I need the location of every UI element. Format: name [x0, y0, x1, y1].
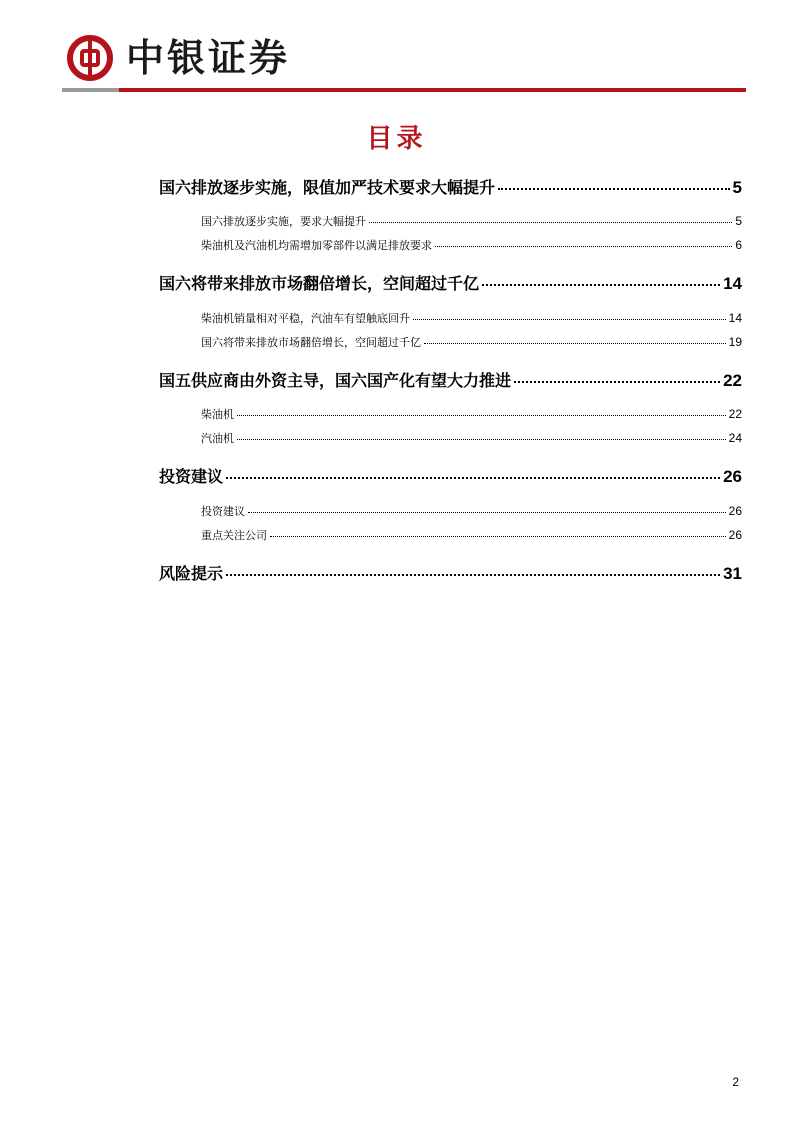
toc-subsection-title: 国六将带来排放市场翻倍增长，空间超过千亿: [201, 336, 421, 349]
toc-subsection-title: 重点关注公司: [201, 529, 267, 542]
toc-subsection-page: 26: [728, 528, 742, 542]
toc-section[interactable]: [159, 561, 742, 584]
toc-section-title: 国五供应商由外资主导，国六国产化有望大力推进: [159, 371, 512, 390]
toc-subsection-title: 柴油机: [201, 408, 234, 421]
toc-section[interactable]: [159, 175, 742, 198]
toc-subsection[interactable]: [159, 503, 742, 519]
brand-name: 中银证券: [126, 35, 291, 80]
toc-subsection-page: 5: [735, 214, 742, 228]
toc-subsection[interactable]: [159, 334, 742, 350]
toc-section[interactable]: [159, 368, 742, 391]
toc-subsection-title: 汽油机: [201, 432, 234, 445]
toc-subsection-page: 14: [728, 311, 742, 325]
dot-leader: [498, 188, 730, 190]
bank-of-china-logo-icon: [66, 34, 114, 82]
dot-leader: [413, 319, 726, 320]
toc-subsection[interactable]: [159, 527, 742, 543]
header-rule-grey: [62, 88, 119, 92]
toc-subsection-page: 19: [728, 335, 742, 349]
toc-section-page: 26: [723, 467, 742, 486]
toc-section-title: 风险提示: [159, 564, 224, 583]
toc-subsection-page: 6: [735, 238, 742, 252]
dot-leader: [424, 343, 726, 344]
dot-leader: [435, 246, 732, 247]
toc-subsection-page: 24: [728, 431, 742, 445]
toc-subsection[interactable]: [159, 406, 742, 422]
toc-subsection[interactable]: [159, 310, 742, 326]
dot-leader: [226, 574, 720, 576]
table-of-contents: [159, 0, 742, 1122]
toc-subsection-page: 26: [728, 504, 742, 518]
toc-subsection-title: 柴油机及汽油机均需增加零部件以满足排放要求: [201, 239, 432, 252]
toc-section-page: 22: [723, 371, 742, 390]
dot-leader: [270, 536, 726, 537]
dot-leader: [226, 477, 720, 479]
dot-leader: [482, 284, 720, 286]
toc-section-page: 31: [723, 564, 742, 583]
toc-subsection-title: 国六排放逐步实施，要求大幅提升: [201, 215, 366, 228]
toc-title: 目录: [366, 124, 427, 154]
toc-section-title: 国六排放逐步实施，限值加严技术要求大幅提升: [159, 178, 496, 197]
toc-subsection-title: 投资建议: [201, 505, 245, 518]
toc-subsection-page: 22: [728, 407, 742, 421]
toc-section[interactable]: [159, 271, 742, 294]
dot-leader: [237, 439, 726, 440]
toc-subsection[interactable]: [159, 430, 742, 446]
dot-leader: [248, 512, 726, 513]
dot-leader: [369, 222, 732, 223]
toc-section-page: 14: [723, 274, 742, 293]
toc-section-title: 投资建议: [159, 467, 224, 486]
toc-section-page: 5: [732, 178, 742, 197]
dot-leader: [237, 415, 726, 416]
toc-section-title: 国六将带来排放市场翻倍增长，空间超过千亿: [159, 274, 480, 293]
toc-section[interactable]: [159, 464, 742, 487]
toc-subsection[interactable]: [159, 237, 742, 253]
dot-leader: [514, 381, 720, 383]
toc-subsection[interactable]: [159, 213, 742, 229]
toc-subsection-title: 柴油机销量相对平稳，汽油车有望触底回升: [201, 312, 410, 325]
page-number: 2: [732, 1075, 739, 1089]
